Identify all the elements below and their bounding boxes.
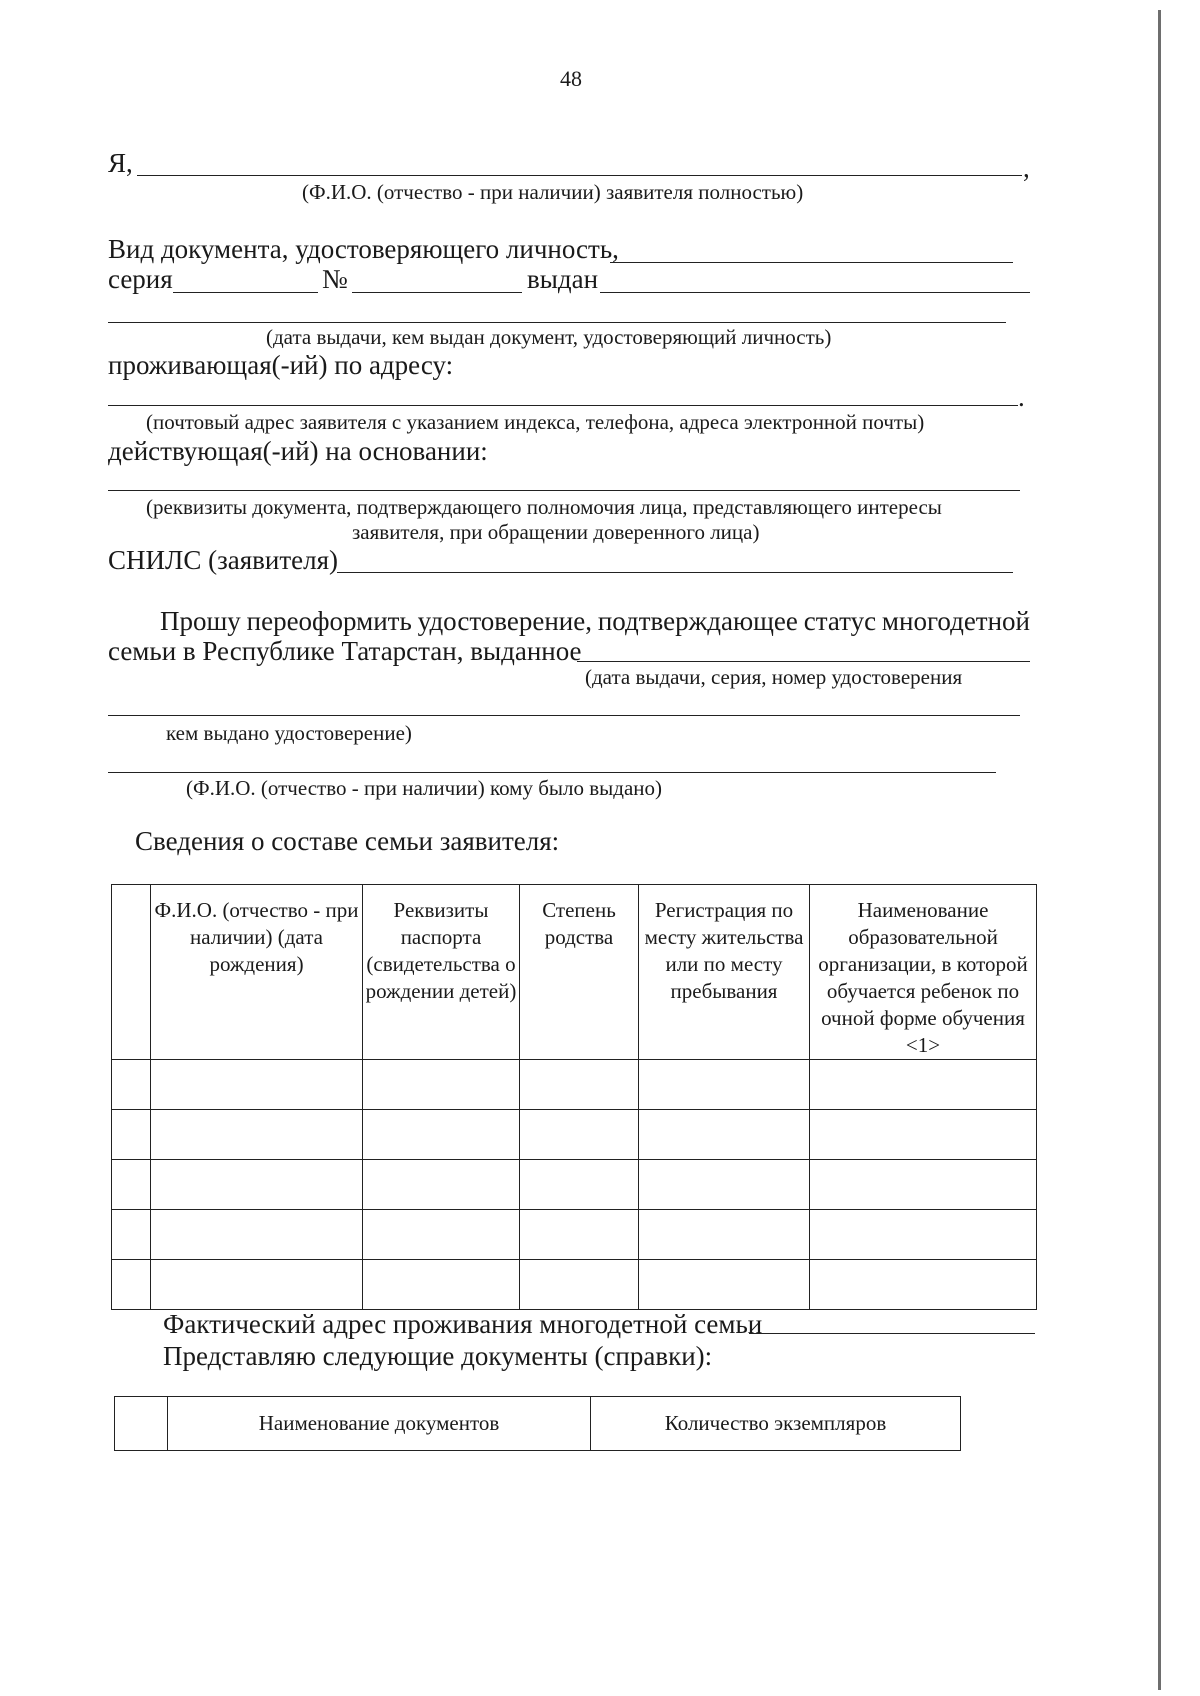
- family-heading: Сведения о составе семьи заявителя:: [135, 826, 560, 856]
- table-cell[interactable]: [520, 1210, 639, 1260]
- certificate-issue-caption: (дата выдачи, серия, номер удостоверения: [585, 665, 963, 689]
- id-issue-details-field[interactable]: [108, 322, 1006, 323]
- authority-field[interactable]: [108, 490, 1020, 491]
- table-cell[interactable]: [112, 1160, 151, 1210]
- table-cell[interactable]: [639, 1060, 810, 1110]
- table-cell[interactable]: [112, 1110, 151, 1160]
- authority-caption-line1: (реквизиты документа, подтверждающего полномочия лица, представляющего интересы: [146, 495, 942, 519]
- request-text-line1: Прошу переоформить удостоверение, подтверждающее статус многодетной: [160, 606, 1030, 636]
- family-col-passport: Реквизиты паспорта (свидетельства о рождении детей): [363, 885, 520, 1060]
- id-number-field[interactable]: [352, 292, 522, 293]
- table-row: [112, 1210, 1037, 1260]
- actual-address-field[interactable]: [749, 1333, 1035, 1334]
- family-col-index: [112, 885, 151, 1060]
- table-cell[interactable]: [151, 1110, 363, 1160]
- id-doc-label: Вид документа, удостоверяющего личность,: [108, 234, 619, 264]
- family-table-header: [112, 885, 1037, 1060]
- table-cell[interactable]: [520, 1160, 639, 1210]
- table-cell[interactable]: [520, 1260, 639, 1310]
- table-cell[interactable]: [639, 1210, 810, 1260]
- actual-address-label: Фактический адрес проживания многодетной семьи: [163, 1309, 763, 1339]
- table-cell[interactable]: [810, 1160, 1037, 1210]
- certificate-issue-field[interactable]: [577, 661, 1030, 662]
- family-col-relation: Степень родства: [520, 885, 639, 1060]
- applicant-trailing-comma: ,: [1023, 153, 1030, 183]
- applicant-prefix: Я,: [108, 148, 133, 178]
- table-row: [112, 1060, 1037, 1110]
- table-cell[interactable]: [151, 1060, 363, 1110]
- family-col-education: Наименование образовательной организации, в которой обучается ребенок по очной форме обучения <1>: [810, 885, 1037, 1060]
- table-row: [112, 1260, 1037, 1310]
- request-text-line2: семьи в Республике Татарстан, выданное: [108, 636, 582, 666]
- documents-col-count: Количество экземпляров: [591, 1397, 961, 1451]
- documents-col-index: [115, 1397, 168, 1451]
- table-cell[interactable]: [363, 1160, 520, 1210]
- applicant-caption: (Ф.И.О. (отчество - при наличии) заявителя полностью): [302, 180, 804, 204]
- table-cell[interactable]: [639, 1160, 810, 1210]
- table-cell[interactable]: [810, 1210, 1037, 1260]
- applicant-name-field[interactable]: [137, 175, 1022, 176]
- table-cell[interactable]: [363, 1210, 520, 1260]
- id-issue-caption: (дата выдачи, кем выдан документ, удостоверяющий личность): [266, 325, 832, 349]
- scan-edge-line: [1158, 10, 1161, 1690]
- family-col-name: Ф.И.О. (отчество - при наличии) (дата рождения): [151, 885, 363, 1060]
- table-cell[interactable]: [810, 1060, 1037, 1110]
- table-cell[interactable]: [112, 1060, 151, 1110]
- table-cell[interactable]: [112, 1260, 151, 1310]
- table-cell[interactable]: [363, 1110, 520, 1160]
- id-series-label: серия: [108, 264, 173, 294]
- id-issued-label: выдан: [527, 264, 599, 294]
- authority-label: действующая(-ий) на основании:: [108, 436, 488, 466]
- table-cell[interactable]: [520, 1060, 639, 1110]
- table-cell[interactable]: [151, 1260, 363, 1310]
- snils-label: СНИЛС (заявителя): [108, 545, 339, 575]
- table-cell[interactable]: [639, 1110, 810, 1160]
- id-number-label: №: [322, 264, 348, 294]
- table-cell[interactable]: [112, 1210, 151, 1260]
- address-end-mark: .: [1018, 382, 1025, 412]
- address-label: проживающая(-ий) по адресу:: [108, 350, 454, 380]
- documents-table-header: [115, 1397, 961, 1451]
- table-row: [112, 1160, 1037, 1210]
- authority-caption-line2: заявителя, при обращении доверенного лица): [352, 520, 760, 544]
- table-cell[interactable]: [363, 1060, 520, 1110]
- address-field[interactable]: [108, 405, 1018, 406]
- page-number: 48: [560, 66, 582, 91]
- address-caption: (почтовый адрес заявителя с указанием индекса, телефона, адреса электронной почты): [146, 410, 925, 434]
- table-cell[interactable]: [520, 1110, 639, 1160]
- id-series-field[interactable]: [173, 292, 318, 293]
- documents-col-name: Наименование документов: [168, 1397, 591, 1451]
- table-cell[interactable]: [810, 1260, 1037, 1310]
- table-cell[interactable]: [810, 1110, 1037, 1160]
- certificate-holder-field[interactable]: [108, 772, 996, 773]
- id-doc-type-field[interactable]: [610, 262, 1013, 263]
- certificate-issuer-field[interactable]: [108, 715, 1020, 716]
- table-cell[interactable]: [151, 1210, 363, 1260]
- documents-heading: Представляю следующие документы (справки):: [163, 1341, 713, 1371]
- certificate-holder-caption: (Ф.И.О. (отчество - при наличии) кому было выдано): [186, 776, 663, 800]
- certificate-issuer-caption: кем выдано удостоверение): [166, 721, 412, 745]
- id-issued-field[interactable]: [600, 292, 1030, 293]
- table-row: [112, 1110, 1037, 1160]
- table-cell[interactable]: [151, 1160, 363, 1210]
- documents-table: [114, 1396, 961, 1451]
- table-cell[interactable]: [363, 1260, 520, 1310]
- family-table: [111, 884, 1037, 1310]
- family-col-registration: Регистрация по месту жительства или по месту пребывания: [639, 885, 810, 1060]
- table-cell[interactable]: [639, 1260, 810, 1310]
- snils-field[interactable]: [337, 572, 1013, 573]
